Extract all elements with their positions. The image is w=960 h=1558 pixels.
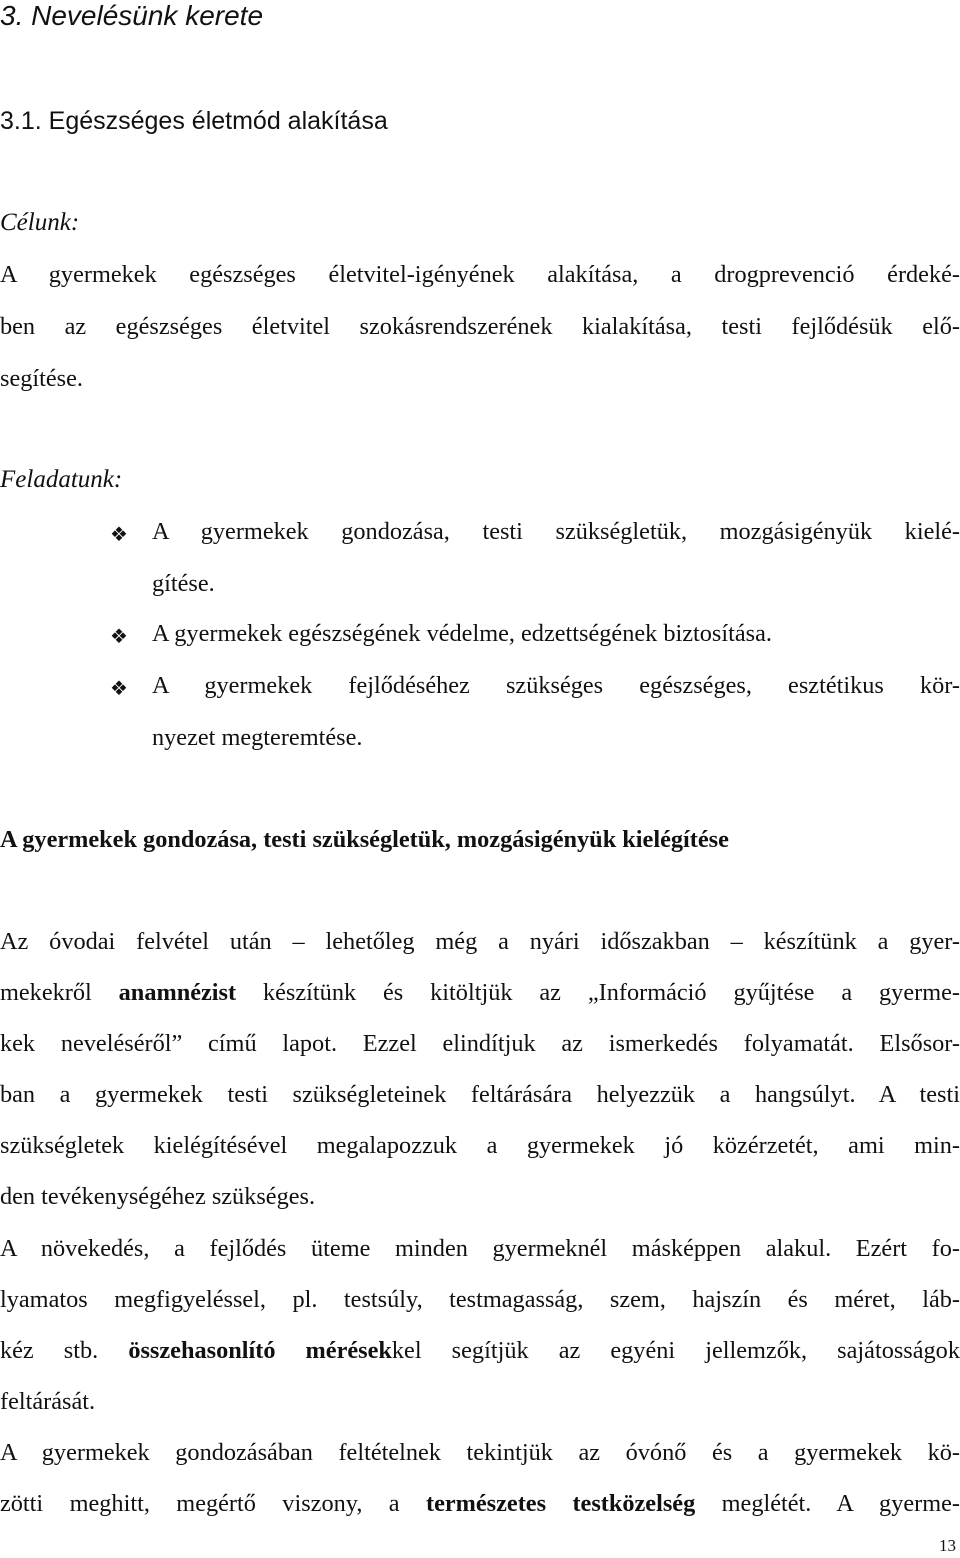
goal-line: segítése. [0,365,83,392]
paragraph-line [0,979,960,1007]
paragraph-line [0,1490,960,1518]
bold-term: összehasonlító mérések [128,1337,392,1364]
task-item-line: A gyermekek gondozása, testi szükségletük, mozgásigényük kielé- [152,518,960,545]
diamond-bullet-icon: ❖ [110,624,128,648]
diamond-bullet-icon: ❖ [110,522,128,546]
text-span: meglétét. A gyerme- [695,1490,960,1517]
text-span: kéz stb. [0,1337,129,1364]
bold-term: természetes testközelség [426,1490,696,1517]
goal-line: ben az egészséges életvitel szokásrendszerének kialakítása, testi fejlődésük elő- [0,313,960,340]
paragraph-line: lyamatos megfigyeléssel, pl. testsúly, testmagasság, szem, hajszín és méret, láb- [0,1286,960,1313]
paragraph-line: A növekedés, a fejlődés üteme minden gyermeknél másképpen alakul. Ezért fo- [0,1235,960,1262]
page-number: 13 [939,1536,956,1555]
paragraph-line: kek neveléséről” című lapot. Ezzel elindítjuk az ismerkedés folyamatát. Elsősor- [0,1030,960,1057]
section-heading: 3.1. Egészséges életmód alakítása [0,107,388,135]
task-item-line: A gyermekek egészségének védelme, edzettségének biztosítása. [152,620,772,647]
chapter-heading: 3. Nevelésünk kerete [0,0,264,31]
paragraph-line: Az óvodai felvétel után – lehetőleg még a nyári időszakban – készítünk a gyer- [0,928,960,955]
task-item-line: nyezet megteremtése. [152,724,363,751]
paragraph-line [0,1337,960,1365]
text-span: kel segítjük az egyéni jellemzők, sajátosságok [391,1337,960,1364]
tasks-label: Feladatunk: [0,466,123,493]
diamond-bullet-icon: ❖ [110,676,128,700]
paragraph-line: szükségletek kielégítésével megalapozzuk a gyermekek jó közérzetét, ami min- [0,1132,960,1159]
paragraph-line: A gyermekek gondozásában feltételnek tekintjük az óvónő és a gyermekek kö- [0,1439,960,1466]
text-span: készítünk és kitöltjük az „Információ gyűjtése a gyerme- [236,979,960,1006]
bold-term: anamnézist [118,979,237,1006]
text-span: zötti meghitt, megértő viszony, a [0,1490,426,1517]
text-span: mekekről [0,979,119,1006]
task-item-line: A gyermekek fejlődéséhez szükséges egészséges, esztétikus kör- [152,672,960,699]
task-item-line: gítése. [152,570,215,597]
paragraph-line: den tevékenységéhez szükséges. [0,1183,316,1210]
goal-line: A gyermekek egészséges életvitel-igényének alakítása, a drogprevenció érdeké- [0,261,960,288]
paragraph-line: ban a gyermekek testi szükségleteinek feltárására helyezzük a hangsúlyt. A testi [0,1081,960,1108]
paragraph-line: feltárását. [0,1388,96,1415]
goal-label: Célunk: [0,209,80,236]
section-title: A gyermekek gondozása, testi szükségletük, mozgásigényük kielégítése [0,826,729,853]
